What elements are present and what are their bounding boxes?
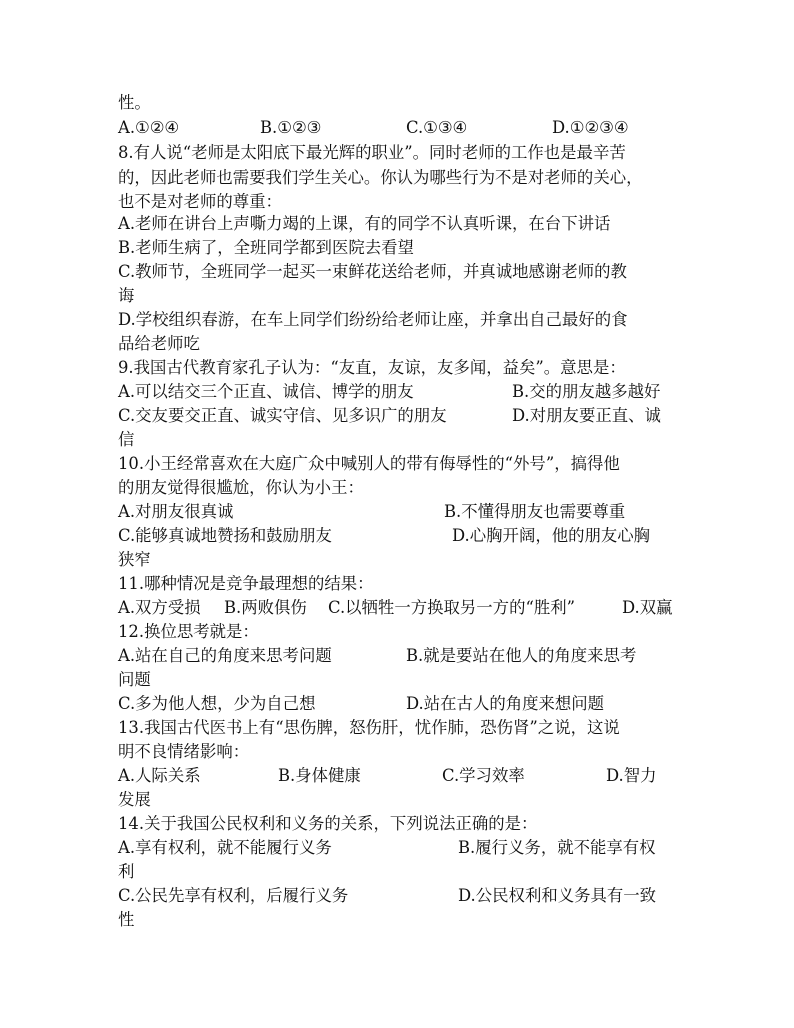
option-a: A.双方受损 (118, 598, 201, 617)
option-d: D.双赢 (622, 598, 673, 617)
option-text: 诲 (118, 286, 135, 305)
option-text: 问题 (118, 670, 151, 689)
option-a: A.①②④ (118, 118, 180, 137)
option-text: 发展 (118, 790, 151, 809)
option-row (118, 836, 688, 860)
option-a: A.对朋友很真诚 (118, 502, 234, 521)
option-a: A.站在自己的角度来思考问题 (118, 646, 332, 665)
option-text: B.老师生病了，全班同学都到医院去看望 (118, 238, 414, 257)
option-b: B.不懂得朋友也需要尊重 (444, 502, 626, 521)
text-line: 性。 (118, 93, 151, 112)
option-c: C.公民先享有权利，后履行义务 (118, 886, 349, 905)
option-a: A.享有权利，就不能履行义务 (118, 838, 332, 857)
option-b: B.交的朋友越多越好 (512, 382, 661, 401)
option-text: 信 (118, 430, 135, 449)
question-text: 12.换位思考就是： (118, 622, 259, 641)
question-text: 明不良情绪影响： (118, 742, 250, 761)
option-c: C.以牺牲一方换取另一方的“胜利” (328, 598, 576, 617)
option-c: C.①③④ (406, 118, 468, 137)
option-d: D.①②③④ (552, 118, 629, 137)
question-text: 8.有人说“老师是太阳底下最光辉的职业”。同时老师的工作也是最辛苦 (118, 143, 626, 162)
option-b: B.两败俱伤 (224, 598, 307, 617)
option-b: B.就是要站在他人的角度来思考 (406, 646, 637, 665)
option-text: D.学校组织春游，在车上同学们纷纷给老师让座，并拿出自己最好的食 (118, 310, 628, 329)
option-row (118, 644, 688, 668)
option-a: A.可以结交三个正直、诚信、博学的朋友 (118, 382, 414, 401)
option-c: C.能够真诚地赞扬和鼓励朋友 (118, 526, 332, 545)
question-text: 也不是对老师的尊重： (118, 192, 282, 211)
option-row (118, 692, 688, 716)
option-row (118, 764, 688, 788)
question-text: 的朋友觉得很尴尬，你认为小王： (118, 478, 364, 497)
option-row (118, 380, 688, 404)
option-text: 利 (118, 862, 135, 881)
option-b: B.①②③ (260, 118, 322, 137)
option-text: C.教师节，全班同学一起买一束鲜花送给老师，并真诚地感谢老师的教 (118, 262, 627, 281)
option-d: D.对朋友要正直、诚 (512, 406, 661, 425)
option-row (118, 884, 688, 908)
option-d: D.公民权利和义务具有一致 (458, 886, 657, 905)
option-text: 品给老师吃 (118, 334, 200, 353)
option-d: D.心胸开阔，他的朋友心胸 (452, 526, 651, 545)
question-text: 13.我国古代医书上有“思伤脾，怒伤肝，忧作肺，恐伤肾”之说，这说 (118, 718, 620, 737)
option-text: 狭窄 (118, 550, 151, 569)
question-text: 10.小王经常喜欢在大庭广众中喊别人的带有侮辱性的“外号”，搞得他 (118, 454, 620, 473)
option-c: C.多为他人想，少为自己想 (118, 694, 316, 713)
question-text: 11.哪种情况是竞争最理想的结果： (118, 574, 374, 593)
option-c: C.交友要交正直、诚实守信、见多识广的朋友 (118, 406, 447, 425)
option-row (118, 116, 688, 140)
option-d: D.智力 (606, 766, 657, 785)
option-row (118, 404, 688, 428)
option-a: A.人际关系 (118, 766, 201, 785)
option-c: C.学习效率 (442, 766, 525, 785)
question-text: 9.我国古代教育家孔子认为：“友直，友谅，友多闻，益矣”。意思是： (118, 358, 626, 377)
option-row (118, 500, 688, 524)
question-text: 14.关于我国公民权利和义务的关系，下列说法正确的是： (118, 814, 538, 833)
option-b: B.身体健康 (278, 766, 361, 785)
option-row (118, 596, 688, 620)
question-text: 的，因此老师也需要我们学生关心。你认为哪些行为不是对老师的关心， (118, 168, 643, 187)
option-b: B.履行义务，就不能享有权 (458, 838, 656, 857)
option-row (118, 524, 688, 548)
option-d: D.站在古人的角度来想问题 (406, 694, 605, 713)
option-text: A.老师在讲台上声嘶力竭的上课，有的同学不认真听课，在台下讲话 (118, 214, 611, 233)
option-text: 性 (118, 910, 135, 929)
